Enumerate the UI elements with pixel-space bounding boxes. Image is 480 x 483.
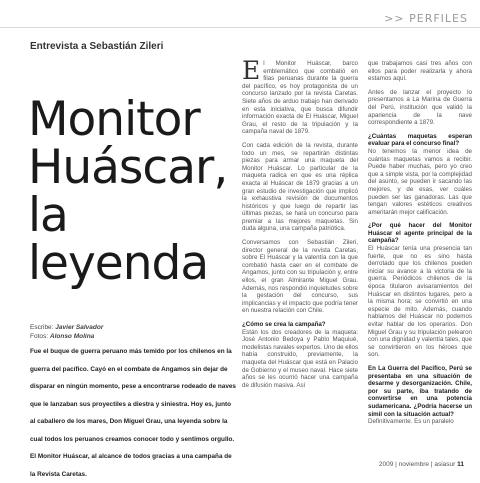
paragraph xyxy=(242,56,358,136)
writer-label: Escribe: xyxy=(30,324,54,331)
article-column-2 xyxy=(242,56,358,395)
article-lead: Fue el buque de guerra peruano más temido por los chilenos en la guerra del pacífico. Cayó en el combate de Angamos sin dejar de disparar en ningún momento, pese a encontrarse rodeado de naves que le lanzaban sus proyectiles a diestra y siniestra. Hoy es, junto al caballero de los mares, Don Miguel Grau, una leyenda sobre la cual todos los peruanos creamos conocer todo y sentimos orgullo. El Monitor Huáscar, al alcance de todos gracias a una campaña de la Revista Caretas. xyxy=(30,348,236,478)
question: En La Guerra del Pacífico, Perú se presentaba en una situación de desarme y desorganización. Chile, por su parte, iba tratando de convertirse en una potencia sudamericana. ¿Podría hacerse un símil con la situación actual? xyxy=(368,364,472,418)
footer-magazine: asiasur xyxy=(434,461,456,468)
photographer-name: Alonso Molina xyxy=(49,333,95,340)
question: ¿Por qué hacer del Monitor Huáscar el agente principal de la campaña? xyxy=(368,222,472,245)
title-line: Monitor xyxy=(28,92,200,147)
question: ¿Cómo se crea la campaña? xyxy=(242,321,326,328)
article-column-3 xyxy=(368,60,472,432)
question: ¿Cuántas maquetas esperan evaluar para el concurso final? xyxy=(368,132,472,148)
paragraph: No tenemos la menor idea de cuántas maquetas vamos a recibir. Puede haber muchas, pero yo creo que a simple vista, por la complejidad del asunto, se pueden ir sacando las mejores, y de esas, ver cuáles pueden ser las ganadoras. Las que tengan valores estéticos creativos ameritarán mejor calificación. xyxy=(368,147,472,216)
paragraph: Con cada edición de la revista, durante todo un mes, se repartirán distintas piezas para armar una maqueta del Monitor Huáscar. Lo particular de la maqueta radica en que es una réplica exacta al Huáscar de 1879 gracias a un gran estudio de investigación que implicó la exhaustiva revisión de documentos históricos y que luego de repartir las últimas piezas, se hará un concurso para premiar a las mejores maquetas. Sin duda alguna, una campaña patriótica. xyxy=(242,141,358,233)
paragraph: Definitivamente. Es un paralelo xyxy=(368,418,454,426)
paragraph: que trabajamos casi tres años con ellos para poder realizarla y ahora estamos aquí. xyxy=(368,60,472,83)
title-line: Huáscar, xyxy=(28,140,228,195)
article-credits xyxy=(30,323,103,341)
title-line: la xyxy=(28,188,68,243)
page-footer: 2009 | noviembre | asiasur 11 xyxy=(378,461,464,468)
article-title xyxy=(28,92,238,291)
drop-cap: E xyxy=(242,56,261,85)
paragraph: El Huáscar tenía una presencia tan fuerte, que no es sino hasta derrotado que los chilenos pueden iniciar su avance a la victoria de la guerra. Periódicos chilenos de la época titularon avisaramientos del Huáscar en distintos lugares, pero a la misma hora; se convirtió en una especie de mito. Además, cuando hablamos del Huáscar no podemos evitar hablar de los operarios. Don Miguel Grau y su tripulación pelearon con una dignidad y valentía tales, que se convirtieron en los héroes que son. xyxy=(368,245,472,359)
paragraph: Antes de lanzar el proyecto lo presentamos a La Marina de Guerra del Perú, institución que validó la apariencia de la nave correspondiente a 1879. xyxy=(368,88,472,127)
paragraph-text: l Monitor Huáscar, barco emblemático que combatió en filas peruanas durante la guerra del pacífico, es hoy protagonista de un concurso lanzado por la revista Caretas. Siete años de arduo trabajo han derivado en esta iniciativa, que busca difundir información exacta de El Huáscar, Miguel Grau, el resto de la tripulación y la campaña naval de 1879. xyxy=(242,60,358,136)
photos-label: Fotos: xyxy=(30,333,49,340)
section-tag: >> PERFILES xyxy=(384,12,468,25)
page-number: 11 xyxy=(457,461,464,468)
paragraph: Conversamos con Sebastián Zileri, director general de la revista Caretas, sobre El Huáscar y la valentía con la que combatió hasta caer en el combate de Angamos, junto con su tripulación y, entre ellos, el gran Almirante Miguel Grau. Además, nos respondió inquietudes sobre la gestación del concurso, sus implicancias y el impacto que podría tener en nuestra relación con Chile. xyxy=(242,239,358,315)
title-line: leyenda xyxy=(28,236,209,291)
writer-name: Javier Salvador xyxy=(55,324,104,331)
article-kicker: Entrevista a Sebastián Zileri xyxy=(30,41,164,52)
footer-year: 2009 xyxy=(378,461,394,468)
footer-month: noviembre xyxy=(398,461,430,468)
paragraph: Están los dos creadores de la maqueta: José Antonio Bedoya y Pablo Maquiué, modelistas navales expertos. Uno de ellos había construido, previamente, la maqueta del Huáscar que está en Palacio de Gobierno y el museo naval. Hace siete años se les ocurrió hacer una campaña de difusión masiva. Así xyxy=(242,328,358,389)
header-rule xyxy=(0,27,480,28)
